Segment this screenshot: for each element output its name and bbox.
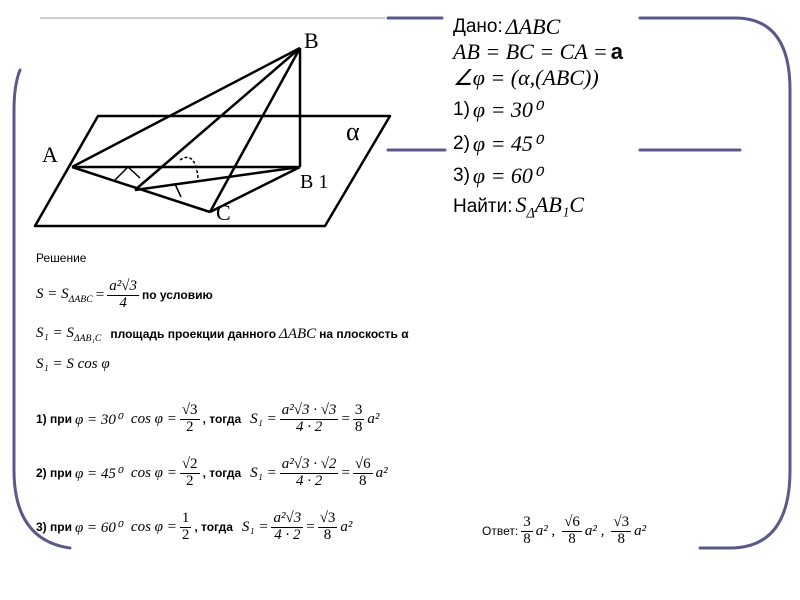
case3-phi: φ = 60⁰ — [74, 519, 122, 536]
case3-cos-frac: $\frac{1}{2}$ — [181, 509, 190, 543]
s-eq: = — [95, 286, 105, 303]
case2-prefix: 2) при — [36, 466, 72, 480]
s-condition-text: по условию — [141, 288, 213, 302]
case1-s1: S₁ = — [250, 410, 277, 427]
solution-case-2 — [36, 451, 388, 495]
s1-text: площадь проекции данного — [110, 327, 277, 341]
case2-phi: φ = 45⁰ — [74, 465, 122, 482]
case1-phi: φ = 30⁰ — [74, 411, 122, 428]
given-triangle: ΔABC — [505, 14, 561, 39]
pyramid-figure — [0, 0, 440, 250]
case2-cos: cos φ = — [130, 464, 177, 481]
given-angle: ∠φ = (α,(ABC)) — [453, 65, 599, 90]
label-B: B — [304, 28, 319, 53]
s1-lhs: $S_1 = S_{\Delta AB_1C}$ — [36, 324, 102, 344]
frame-right-arc — [640, 18, 790, 548]
given-block — [453, 14, 623, 222]
case3-main-frac: $\frac{\text{a²√3}}{4 \cdot 2}$ — [273, 509, 302, 543]
case2-cos-frac: $\frac{√2}{2}$ — [181, 455, 198, 489]
case3-cos: cos φ = — [130, 518, 177, 535]
case3-prefix: 3) при — [36, 520, 72, 534]
case2-eq: = — [341, 464, 350, 481]
solution-title: Решение — [36, 251, 87, 265]
case-1-expr: φ = 30⁰ — [472, 97, 542, 122]
s1-cos-formula: S₁ = S cos φ — [36, 355, 110, 372]
case-1-num: 1) — [453, 99, 470, 120]
solution-case-1 — [36, 397, 388, 441]
s-fraction: $\frac{\text{a²√3}}{4}$ — [109, 277, 137, 311]
case2-result-frac: $\frac{√6}{8}$ — [354, 455, 371, 489]
answer-label: Ответ: — [482, 524, 519, 538]
solution-case-3 — [36, 505, 388, 549]
case3-eq: = — [306, 518, 315, 535]
label-A: A — [42, 142, 58, 167]
given-sides: AB = BC = CA = — [453, 39, 608, 64]
case3-then: , тогда — [194, 520, 233, 534]
case1-main-frac: $\frac{\text{a²√3 · √3}}{4 \cdot 2}$ — [281, 401, 337, 435]
case3-s1: S₁ = — [241, 518, 269, 535]
case1-then: , тогда — [202, 412, 242, 426]
case1-cos: cos φ = — [130, 410, 177, 427]
edge-mid-B — [135, 48, 300, 190]
answer-frac-1: $\frac{3}{8}$ — [523, 513, 531, 547]
s1-triangle: ΔABC — [279, 325, 317, 342]
edge-AB — [72, 48, 300, 167]
s1-text-2: на плоскость α — [319, 327, 409, 341]
solution-line-3 — [36, 352, 110, 376]
case1-result-frac: $\frac{3}{8}$ — [354, 401, 363, 435]
case1-tail: a² — [367, 410, 380, 427]
solution-line-2 — [36, 320, 409, 348]
case2-then: , тогда — [202, 466, 242, 480]
case1-cos-frac: $\frac{√3}{2}$ — [181, 401, 198, 435]
right-angle-mark-1 — [115, 167, 140, 180]
case-2-expr: φ = 45⁰ — [472, 131, 542, 156]
find-expr: $S_\Delta AB_1C$ — [515, 191, 585, 222]
case-3-num: 3) — [453, 165, 470, 186]
case-2-num: 2) — [453, 133, 470, 154]
answer-tail-2: a² , — [584, 522, 605, 539]
solution-cases — [36, 397, 388, 549]
answer-tail-1: a² , — [535, 522, 556, 539]
case1-eq: = — [341, 410, 350, 427]
label-B1: B 1 — [300, 171, 329, 193]
answer-frac-3: $\frac{√3}{8}$ — [613, 513, 630, 547]
case2-s1: S₁ = — [250, 464, 277, 481]
label-C: C — [216, 200, 231, 225]
case3-tail: a² — [340, 518, 353, 535]
s-lhs: $S = S_{\Delta ABC}$ — [36, 285, 93, 305]
solution-line-1 — [36, 276, 213, 314]
find-label: Найти: — [453, 196, 513, 217]
given-side-value: a — [610, 39, 623, 64]
case2-main-frac: $\frac{\text{a²√3 · √2}}{4 \cdot 2}$ — [281, 455, 337, 489]
given-label: Дано: — [453, 16, 503, 37]
answer-tail-3: a² — [634, 522, 647, 539]
label-alpha: α — [346, 117, 360, 146]
case3-result-frac: $\frac{√3}{8}$ — [319, 509, 336, 543]
case1-prefix: 1) при — [36, 412, 72, 426]
case-3-expr: φ = 60⁰ — [472, 163, 542, 188]
case2-tail: a² — [375, 464, 388, 481]
answer-frac-2: $\frac{√6}{8}$ — [564, 513, 580, 547]
answer-block — [482, 509, 646, 553]
